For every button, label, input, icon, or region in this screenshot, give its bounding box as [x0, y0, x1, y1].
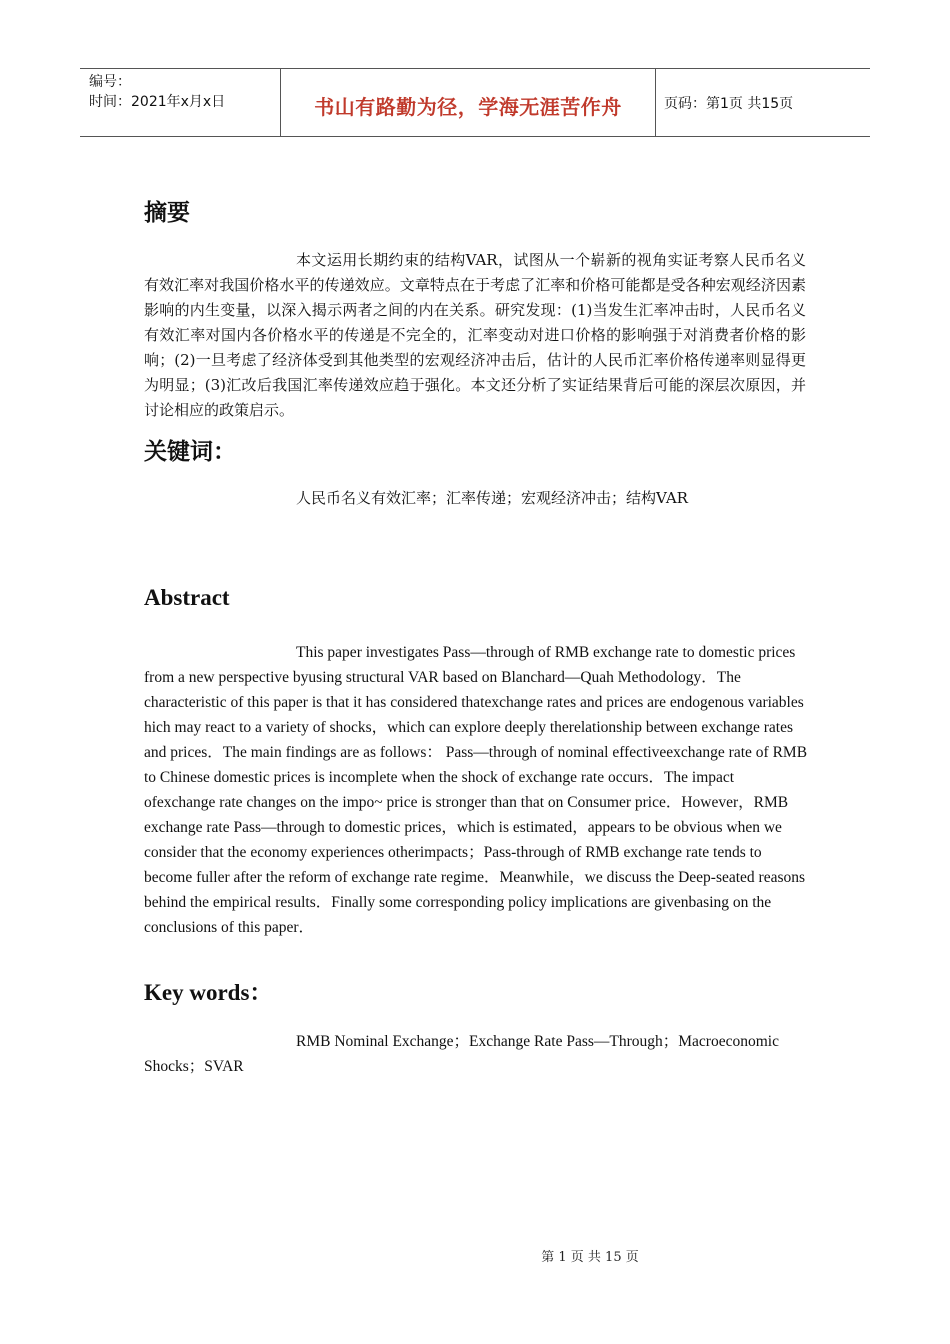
header-page-info: 页码：第1页 共15页	[664, 96, 794, 112]
keywords-cn-body: 人民币名义有效汇率；汇率传递；宏观经济冲击；结构VAR	[296, 489, 688, 507]
keywords-cn-heading: 关键词：	[144, 439, 236, 465]
keywords-en-heading: Key words：	[144, 980, 273, 1005]
abstract-cn-body: 本文运用长期约束的结构VAR，试图从一个崭新的视角实证考察人民币名义有效汇率对我国价格水平的传递效应。文章特点在于考虑了汇率和价格可能都是受各种宏观经济因素影响的内生变量，以深入揭示两者之间的内在关系。研究发现：(1)当发生汇率冲击时，人民币名义有效汇率对国内各价格水平的传递是不完全的，汇率变动对进口价格的影响强于对消费者价格的影响；(2)一旦考虑了经济体受到其他类型的宏观经济冲击后，估计的人民币汇率价格传递率则显得更为明显；(3)汇改后我国汇率传递效应趋于强化。本文还分析了实证结果背后可能的深层次原因，并讨论相应的政策启示。	[144, 251, 806, 419]
header-meta-cell	[80, 69, 280, 136]
header-motto: 书山有路勤为径，学海无涯苦作舟	[314, 95, 622, 119]
header-page-cell	[655, 69, 870, 136]
page-header	[80, 68, 870, 137]
document-time-label: 时间：2021年x月x日	[89, 94, 226, 110]
abstract-cn-heading: 摘要	[144, 200, 190, 226]
header-motto-cell	[280, 69, 656, 136]
keywords-en-body: RMB Nominal Exchange；Exchange Rate Pass—Through；Macroeconomic Shocks；SVAR	[144, 1033, 779, 1075]
document-number-label: 编号：	[89, 74, 131, 90]
abstract-en-body: This paper investigates Pass—through of RMB exchange rate to domestic prices from a new perspective byusing structural VAR based on Blanchard—Quah Methodology．The characteristic of this paper is that it has considered thatexchange rates and prices are endogenous variables hich may react to a variety of shocks，which can explore deeply therelationship between exchange rates and prices．The main findings are as follows： Pass—through of nominal effectiveexchange rate of RMB to Chinese domestic prices is incomplete when the shock of exchange rate occurs．The impact ofexchange rate changes on the impo~ price is stronger than that on Consumer price．However，RMB exchange rate Pass—through to domestic prices，which is estimated，appears to be obvious when we consider that the economy experiences otherimpacts；Pass-through of RMB exchange rate tends to become fuller after the reform of exchange rate regime．Meanwhile，we discuss the Deep-seated reasons behind the empirical results．Finally some corresponding policy implications are givenbasing on the conclusions of this paper．	[144, 644, 808, 936]
page-footer: 第 1 页 共 15 页	[541, 1250, 639, 1265]
abstract-en-heading: Abstract	[144, 585, 230, 610]
